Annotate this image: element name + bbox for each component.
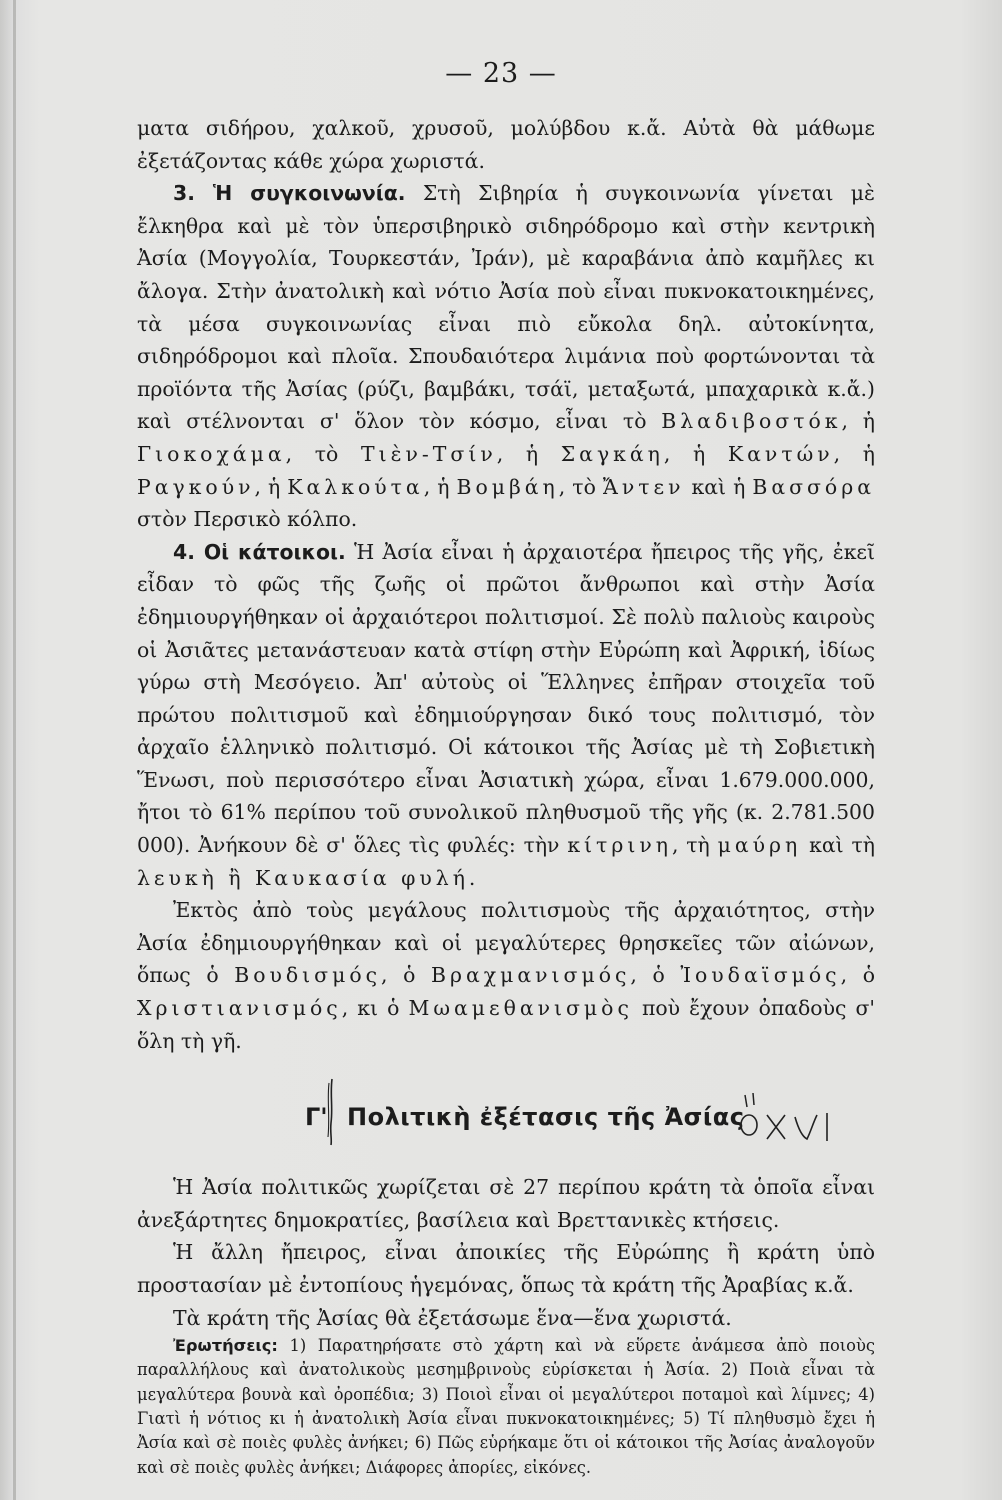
text: στὸν Περσικὸ κόλπο. bbox=[137, 507, 358, 532]
questions-block bbox=[137, 1334, 875, 1480]
port-name: Καλκούτα bbox=[287, 474, 424, 499]
separator: , τὴ bbox=[671, 833, 718, 858]
religion-name: Μωαμεθανισμὸς bbox=[408, 996, 633, 1021]
paragraph-religions bbox=[137, 894, 875, 1057]
paragraph-intro: ματα σιδήρου, χαλκοῦ, χρυσοῦ, μολύβδου κ.ἄ. Αὐτὰ θὰ μάθωμε ἐξετάζοντας κάθε χώρα χωριστά. bbox=[137, 116, 875, 173]
separator: , ἡ bbox=[496, 441, 561, 466]
page-number: — 23 — bbox=[445, 58, 557, 89]
religion-name: Βουδισμός bbox=[234, 963, 382, 988]
paragraph-states: Τὰ κράτη τῆς Ἀσίας θὰ ἐξετάσωμε ἕνα—ἕνα χωριστά. bbox=[173, 1305, 732, 1330]
paragraph-colonies: Ἡ ἄλλη ἤπειρος, εἶναι ἀποικίες τῆς Εὐρώπης ἢ κράτη ὑπὸ προστασίαν μὲ ἐντοπίους ἡγεμόνας, ὅπως τὰ κράτη τῆς Ἀραβίας κ.ἄ. bbox=[137, 1240, 875, 1297]
separator: , ἡ bbox=[833, 441, 875, 466]
port-name: Ἄντεν bbox=[602, 474, 685, 499]
paragraph-communication bbox=[137, 177, 875, 536]
section-heading bbox=[137, 1095, 875, 1141]
text: Ἐκτὸς ἀπὸ τοὺς μεγάλους πολιτισμοὺς τῆς ἀρχαιότητος, στὴν Ἀσία ἐδημιουργήθηκαν καὶ οἱ μεγαλύτερες θρησκεῖες τῶν αἰώνων, ὅπως ὁ bbox=[137, 898, 875, 988]
port-name: Καντών bbox=[727, 441, 834, 466]
text: ποὺ ἔχουν ὀπαδοὺς σ' ὅλη τὴ γῆ. bbox=[137, 996, 875, 1053]
port-name: Γιοκοχάμα bbox=[137, 441, 286, 466]
port-name: Βασσόρα bbox=[752, 474, 875, 499]
separator: , ὁ bbox=[840, 963, 875, 988]
separator: καὶ ἡ bbox=[684, 474, 753, 499]
separator: , τὸ bbox=[285, 441, 361, 466]
handwritten-note-icon bbox=[733, 1085, 843, 1145]
separator: , ὁ bbox=[381, 963, 432, 988]
paragraph-political: Ἡ Ἀσία πολιτικῶς χωρίζεται σὲ 27 περίπου κράτη τὰ ὁποῖα εἶναι ἀνεξάρτητες δημοκρατίες, βασίλεια καὶ Βρεττανικὲς κτήσεις. bbox=[137, 1175, 875, 1232]
port-name: Βομβάη bbox=[456, 474, 559, 499]
religion-name: Ἰουδαϊσμός bbox=[680, 963, 841, 988]
religion-name: Χριστιανισμός bbox=[137, 996, 342, 1021]
heading-inhabitants: 4. Οἱ κάτοικοι. bbox=[173, 539, 346, 564]
separator: , ἡ bbox=[254, 474, 288, 499]
separator: , κι ὁ bbox=[341, 996, 409, 1021]
separator: καὶ τὴ bbox=[801, 833, 875, 858]
section-letter: Γ' bbox=[305, 1103, 328, 1132]
port-name: Βλαδιβοστόκ bbox=[661, 409, 842, 434]
port-name: Ραγκούν bbox=[137, 474, 255, 499]
separator: , τὸ bbox=[558, 474, 603, 499]
separator: , ἡ bbox=[663, 441, 728, 466]
page-body bbox=[137, 112, 875, 1480]
questions-text: 1) Παρατηρήσατε στὸ χάρτη καὶ νὰ εὕρετε ἀνάμεσα ἀπὸ ποιοὺς παραλλήλους καὶ ἀνατολικοὺς μεσημβρινοὺς εὑρίσκεται ἡ Ἀσία. 2) Ποιὰ εἶναι τὰ μεγαλύτερα βουνὰ καὶ ὀροπέδια; 3) Ποιοὶ εἶναι οἱ μεγαλύτεροι ποταμοὶ καὶ λίμνες; 4) Γιατὶ ἡ νότιος κι ἡ ἀνατολικὴ Ἀσία εἶναι πυκνοκατοικημένες; 5) Τί πληθυσμὸ ἔχει ἡ Ἀσία καὶ σὲ ποιὲς φυλὲς ἀνήκει; 6) Πῶς εὑρήκαμε ὅτι οἱ κάτοικοι τῆς Ἀσίας ἀναλογοῦν καὶ σὲ ποιὲς φυλὲς ἀνήκει; Διάφορες ἀπορίες, εἰκόνες. bbox=[137, 1336, 875, 1477]
separator: , ἡ bbox=[423, 474, 457, 499]
text: . bbox=[468, 865, 476, 890]
text: Στὴ Σιβηρία ἡ συγκοινωνία γίνεται μὲ ἔλκηθρα καὶ μὲ τὸν ὑπερσιβηρικὸ σιδηρόδρομο καὶ στὴν κεντρικὴ Ἀσία (Μογγολία, Τουρκεστάν, Ἰράν), μὲ καραβάνια ἀπὸ καμῆλες κι ἄλογα. Στὴν ἀνατολικὴ καὶ νότιο Ἀσία ποὺ εἶναι πυκνοκατοικημένες, τὰ μέσα συγκοινωνίας εἶναι πιὸ εὔκολα δηλ. αὐτοκίνητα, σιδηρόδρομοι καὶ πλοῖα. Σπουδαιότερα λιμάνια ποὺ φορτώνονται τὰ προϊόντα τῆς Ἀσίας (ρύζι, βαμβάκι, τσάϊ, μεταξωτά, μπαχαρικὰ κ.ἄ.) καὶ στέλνονται σ' ὅλον τὸν κόσμο, εἶναι τὸ bbox=[137, 181, 875, 434]
paragraph-inhabitants bbox=[137, 536, 875, 895]
text: Ἡ Ἀσία εἶναι ἡ ἀρχαιοτέρα ἤπειρος τῆς γῆς, ἐκεῖ εἶδαν τὸ φῶς τῆς ζωῆς οἱ πρῶτοι ἄνθρωποι καὶ στὴν Ἀσία ἐδημιουργήθηκαν οἱ ἀρχαιότεροι πολιτισμοί. Σὲ πολὺ παλιοὺς καιροὺς οἱ Ἀσιᾶτες μετανάστευαν κατὰ στίφη στὴν Εὐρώπη καὶ Ἀφρική, ἰδίως γύρω στὴ Μεσόγειο. Ἀπ' αὐτοὺς οἱ Ἕλληνες ἐπῆραν στοιχεῖα τοῦ πρώτου πολιτισμοῦ καὶ ἐδημιούργησαν δικό τους πολιτισμό, τὸν ἀρχαῖο ἑλληνικὸ πολιτισμό. Οἱ κάτοικοι τῆς Ἀσίας μὲ τὴ Σοβιετικὴ Ἕνωσι, ποὺ περισσότερο εἶναι Ἀσιατικὴ χώρα, εἶναι 1.679.000.000, ἤτοι τὸ 61% περίπου τοῦ συνολικοῦ πληθυσμοῦ τῆς γῆς (κ. 2.781.500 000). Ἀνήκουν δὲ σ' ὅλες τὶς φυλές: τὴν bbox=[137, 539, 875, 858]
race-name: λευκὴ ἢ Καυκασία φυλή bbox=[137, 865, 469, 890]
separator: , ἡ bbox=[841, 409, 875, 434]
race-name: μαύρη bbox=[717, 833, 802, 858]
religion-name: Βραχμανισμός bbox=[431, 963, 631, 988]
port-name: Τιὲν-Τσίν bbox=[360, 441, 497, 466]
port-name: Σαγκάη bbox=[560, 441, 664, 466]
section-title: Πολιτικὴ ἐξέτασις τῆς Ἀσίας bbox=[347, 1103, 745, 1132]
race-name: κίτρινη bbox=[567, 833, 672, 858]
page-binding-edge bbox=[13, 0, 16, 1500]
separator: , ὁ bbox=[630, 963, 681, 988]
questions-label: Ἐρωτήσεις: bbox=[173, 1336, 278, 1356]
heading-communication: 3. Ἡ συγκοινωνία. bbox=[173, 181, 406, 206]
